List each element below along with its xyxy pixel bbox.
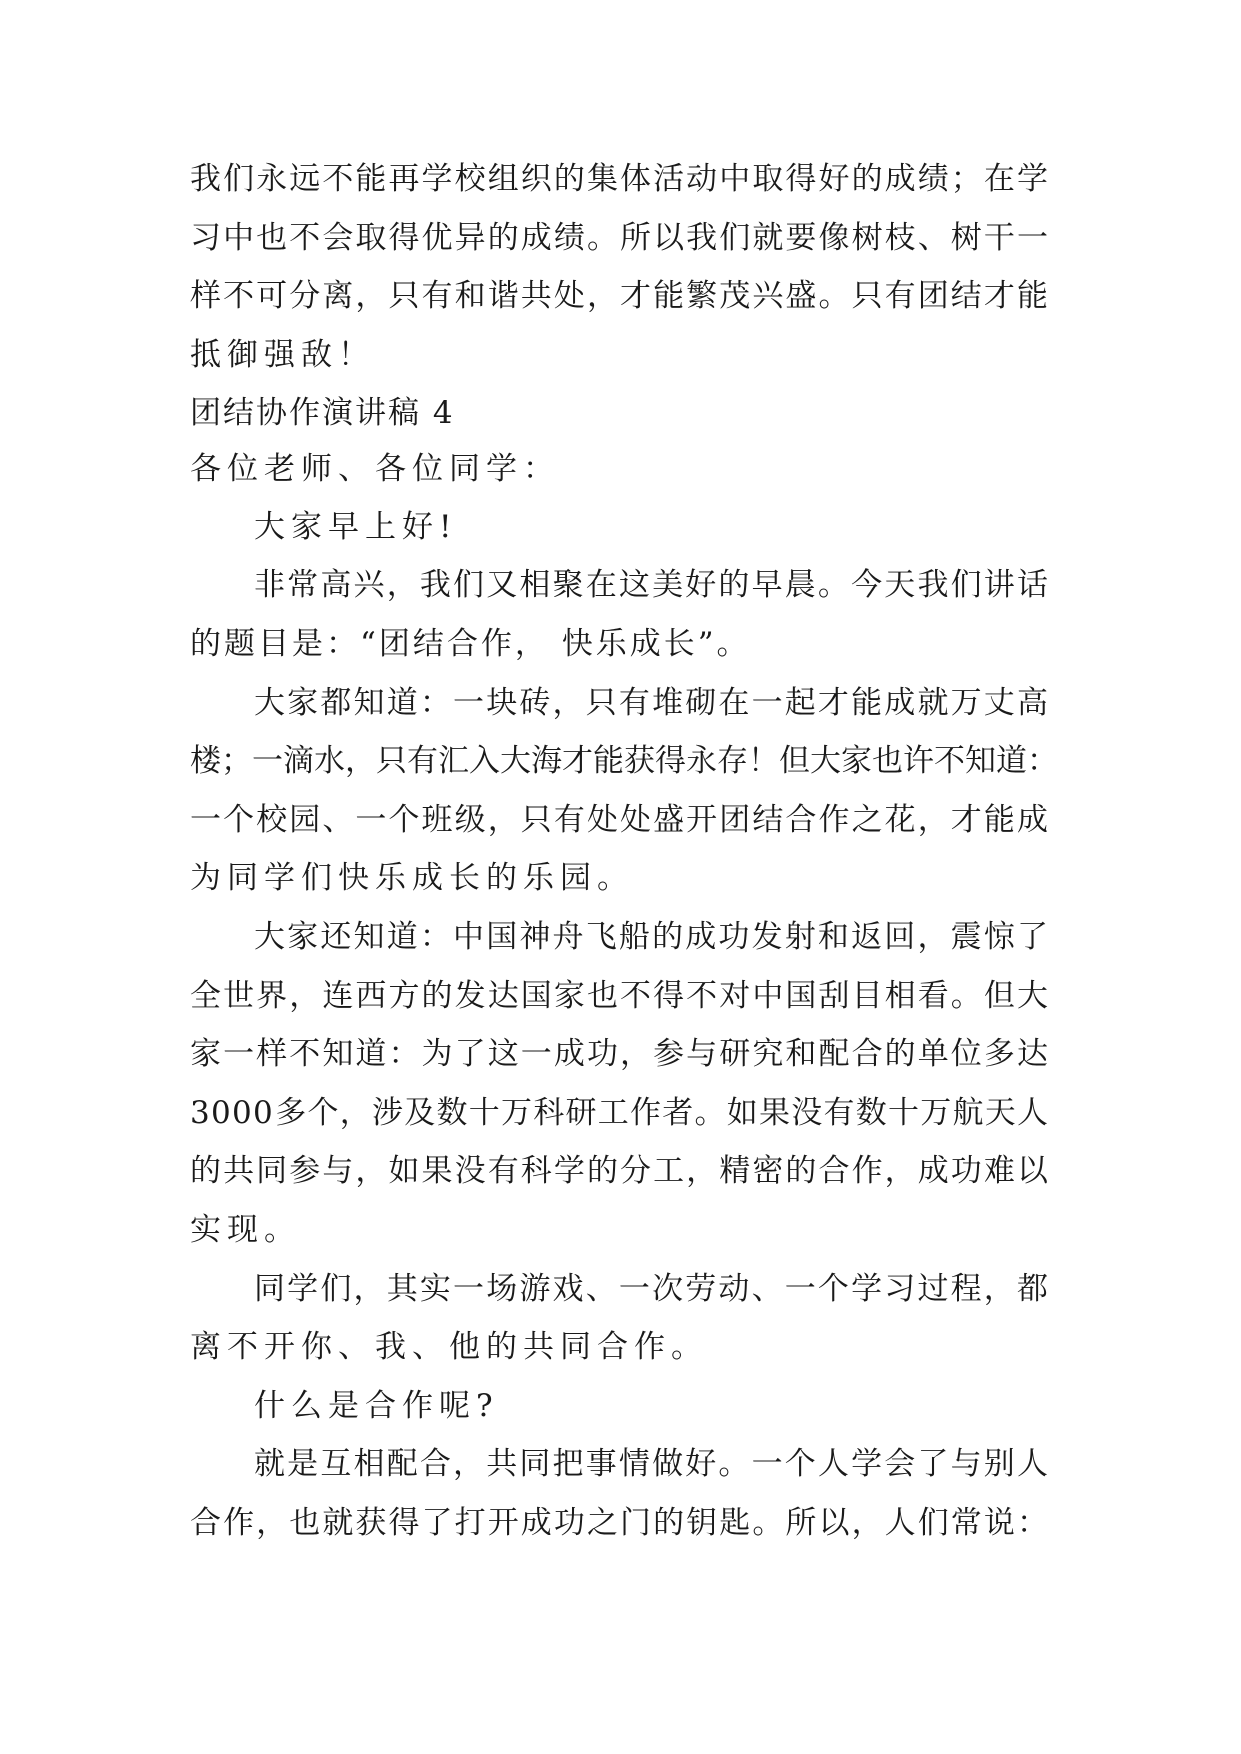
- paragraph-line: 离不开你、我、他的共同合作。: [190, 1329, 708, 1365]
- paragraph-line: 的 共 同 参 与 ， 如 果 没 有 科 学 的 分 工 ， 精 密 的 合 作 ， 成 功 难 以: [190, 1153, 1048, 1189]
- text-line: 样 不 可 分 离 ， 只 有 和 谐 共 处 ， 才 能 繁 茂 兴 盛 。 只 有 团 结 才 能: [190, 278, 1048, 314]
- greeting: 大家早上好!: [254, 509, 458, 545]
- text-line: 习 中 也 不 会 取 得 优 异 的 成 绩 。 所 以 我 们 就 要 像 树 枝 、 树 干 一: [190, 220, 1048, 256]
- text-line: 抵御强敌！: [190, 337, 375, 373]
- paragraph-line: 全 世 界 ， 连 西 方 的 发 达 国 家 也 不 得 不 对 中 国 刮 目 相 看 。 但 大: [190, 978, 1048, 1014]
- text-line: 我 们 永 远 不 能 再 学 校 组 织 的 集 体 活 动 中 取 得 好 的 成 绩 ； 在 学: [190, 161, 1048, 197]
- paragraph-line: 什么是合作呢?: [254, 1388, 499, 1424]
- paragraph-line: 就 是 互 相 配 合 ， 共 同 把 事 情 做 好 。 一 个 人 学 会 了 与 别 人: [254, 1446, 1048, 1482]
- paragraph-line: 实现。: [190, 1212, 301, 1248]
- section-heading: 团结协作演讲稿 4: [190, 395, 455, 431]
- paragraph-line: 合 作 ， 也 就 获 得 了 打 开 成 功 之 门 的 钥 匙 。 所 以 ， 人 们 常 说 ：: [190, 1505, 1048, 1541]
- paragraph-line: 非 常 高 兴 ， 我 们 又 相 聚 在 这 美 好 的 早 晨 。 今 天 我 们 讲 话: [254, 567, 1048, 603]
- paragraph-line: 一 个 校 园 、 一 个 班 级 ， 只 有 处 处 盛 开 团 结 合 作 之 花 ， 才 能 成: [190, 802, 1048, 838]
- paragraph-line: 大 家 还 知 道 ： 中 国 神 舟 飞 船 的 成 功 发 射 和 返 回 ， 震 惊 了: [254, 919, 1048, 955]
- paragraph-line: 为同学们快乐成长的乐园。: [190, 860, 634, 896]
- paragraph-line: 同 学 们 ， 其 实 一 场 游 戏 、 一 次 劳 动 、 一 个 学 习 过 程 ， 都: [254, 1271, 1048, 1307]
- paragraph-line: 的题目是：“团结合作， 快乐成长”。: [190, 626, 751, 662]
- paragraph-line: 家 一 样 不 知 道 ： 为 了 这 一 成 功 ， 参 与 研 究 和 配 合 的 单 位 多 达: [190, 1036, 1048, 1072]
- paragraph-line: 3 0 0 0 多 个 ， 涉 及 数 十 万 科 研 工 作 者 。 如 果 没 有 数 十 万 航 天 人: [190, 1095, 1048, 1131]
- salutation: 各位老师、各位同学：: [190, 451, 560, 487]
- paragraph-line: 大 家 都 知 道 ： 一 块 砖 ， 只 有 堆 砌 在 一 起 才 能 成 就 万 丈 高: [254, 685, 1048, 721]
- paragraph-line: 楼 ； 一 滴 水 ， 只 有 汇 入 大 海 才 能 获 得 永 存 ！ 但 大 家 也 许 不 知 道 ：: [190, 743, 1058, 779]
